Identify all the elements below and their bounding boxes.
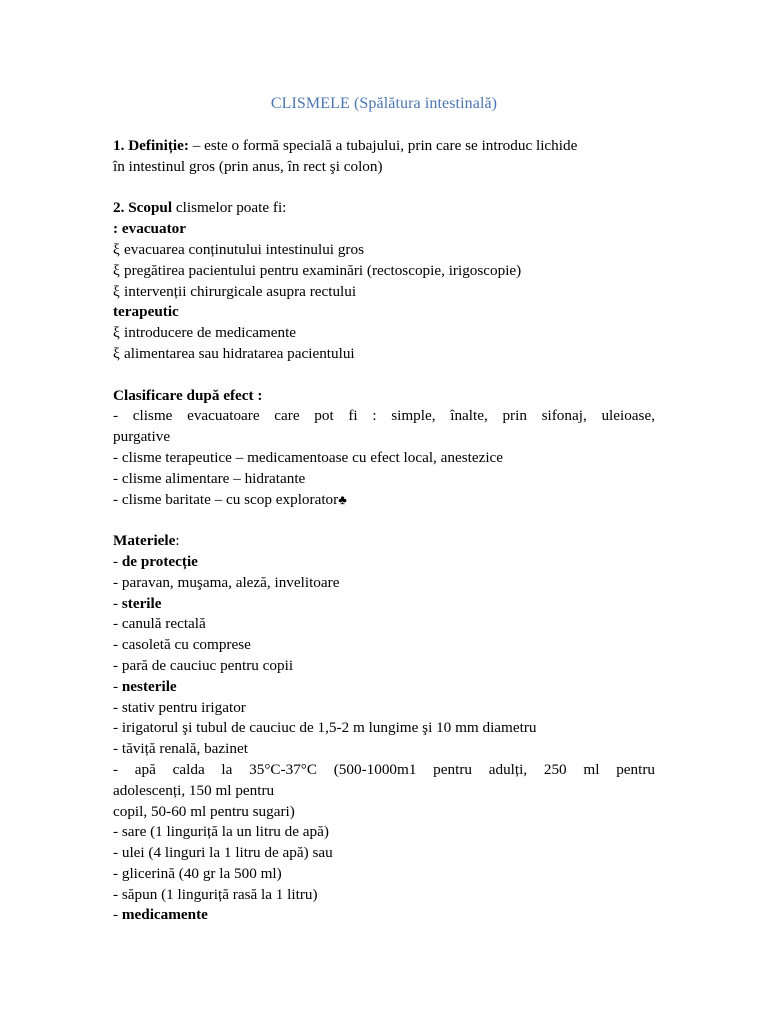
materials-item: copil, 50-60 ml pentru sugari) (113, 802, 295, 820)
dash: - (113, 677, 122, 695)
medication-label-line (113, 905, 655, 926)
classification-item: - clisme evacuatoare care pot fi : simple, înalte, prin sifonaj, uleioase, (113, 407, 655, 425)
dash: - (113, 594, 122, 612)
materials-item: - stativ pentru irigator (113, 698, 246, 716)
bullet-item-text: introducere de medicamente (124, 324, 297, 342)
materials-item: - glicerină (40 gr la 500 ml) (113, 864, 282, 882)
materials-item: - pară de cauciuc pentru copii (113, 656, 294, 674)
dash: - (113, 906, 122, 924)
materials-item: - casoletă cu comprese (113, 636, 251, 654)
classification-heading: Clasificare după efect : (113, 386, 263, 404)
protection-label: de protecție (121, 552, 198, 570)
nonsterile-label-line (113, 677, 655, 698)
materials-heading: Materiele (113, 532, 176, 550)
bullet-item-text: intervenții chirurgicale asupra rectului (124, 282, 357, 300)
materials-item: - tăviță renală, bazinet (113, 740, 248, 758)
materials-item: - săpun (1 linguriță rasă la 1 litru) (113, 885, 318, 903)
bullet-item (113, 240, 655, 261)
xi-bullet-icon: ξ (113, 324, 120, 342)
classification-item-last (113, 490, 655, 511)
xi-bullet-icon: ξ (113, 261, 120, 279)
bullet-item-text: evacuarea conținutului intestinului gros (124, 240, 364, 258)
xi-bullet-icon: ξ (113, 344, 120, 362)
bullet-item-text: pregătirea pacientului pentru examinări (rectoscopie, irigoscopie) (124, 261, 522, 279)
definition-text-1: – este o formă specială a tubajului, prin care se introduc lichide (188, 137, 578, 154)
club-icon: ♣ (338, 491, 347, 507)
materials-item: - sare (1 linguriță la un litru de apă) (113, 823, 329, 841)
evacuator-label: : evacuator (113, 220, 186, 238)
bullet-item (113, 282, 655, 303)
definition-line-2: în intestinul gros (prin anus, în rect şi colon) (113, 157, 383, 175)
materials-heading-line (113, 531, 655, 552)
scope-label: 2. Scopul (113, 199, 173, 217)
dash: - (113, 552, 122, 570)
sterile-label-line (113, 594, 655, 615)
materials-item: - canulă rectală (113, 615, 206, 633)
classification-item: - clisme terapeutice – medicamentoase cu efect local, anestezice (113, 448, 504, 466)
bullet-item-text: alimentarea sau hidratarea pacientului (124, 344, 355, 362)
definition-line-1 (113, 136, 655, 157)
definition-label: 1. Definiție: (113, 137, 189, 154)
xi-bullet-icon: ξ (113, 240, 120, 258)
classification-item: purgative (113, 428, 171, 446)
bullet-item (113, 261, 655, 282)
classification-item: - clisme alimentare – hidratante (113, 469, 306, 487)
scope-text: clismelor poate fi: (172, 199, 287, 217)
xi-bullet-icon: ξ (113, 282, 120, 300)
scope-line (113, 198, 655, 219)
classification-item-text: - clisme baritate – cu scop explorator (113, 490, 339, 508)
materials-item: - apă calda la 35°C-37°C (500-1000m1 pentru adulți, 250 ml pentru (113, 760, 655, 778)
materials-item: - ulei (4 linguri la 1 litru de apă) sau (113, 844, 333, 862)
document-title: CLISMELE (Spălătura intestinală) (270, 95, 498, 112)
bullet-item (113, 344, 655, 365)
materials-item: - irigatorul şi tubul de cauciuc de 1,5-2 m lungime şi 10 mm diametru (113, 719, 537, 737)
terapeutic-label: terapeutic (113, 303, 179, 321)
document-body (113, 94, 655, 926)
sterile-label: sterile (121, 594, 162, 612)
materials-heading-colon: : (175, 532, 180, 550)
materials-item: adolescenți, 150 ml pentru (113, 781, 275, 799)
bullet-item (113, 323, 655, 344)
medication-label: medicamente (121, 906, 208, 924)
materials-item: - paravan, muşama, aleză, invelitoare (113, 573, 340, 591)
nonsterile-label: nesterile (121, 677, 177, 695)
protection-label-line (113, 552, 655, 573)
